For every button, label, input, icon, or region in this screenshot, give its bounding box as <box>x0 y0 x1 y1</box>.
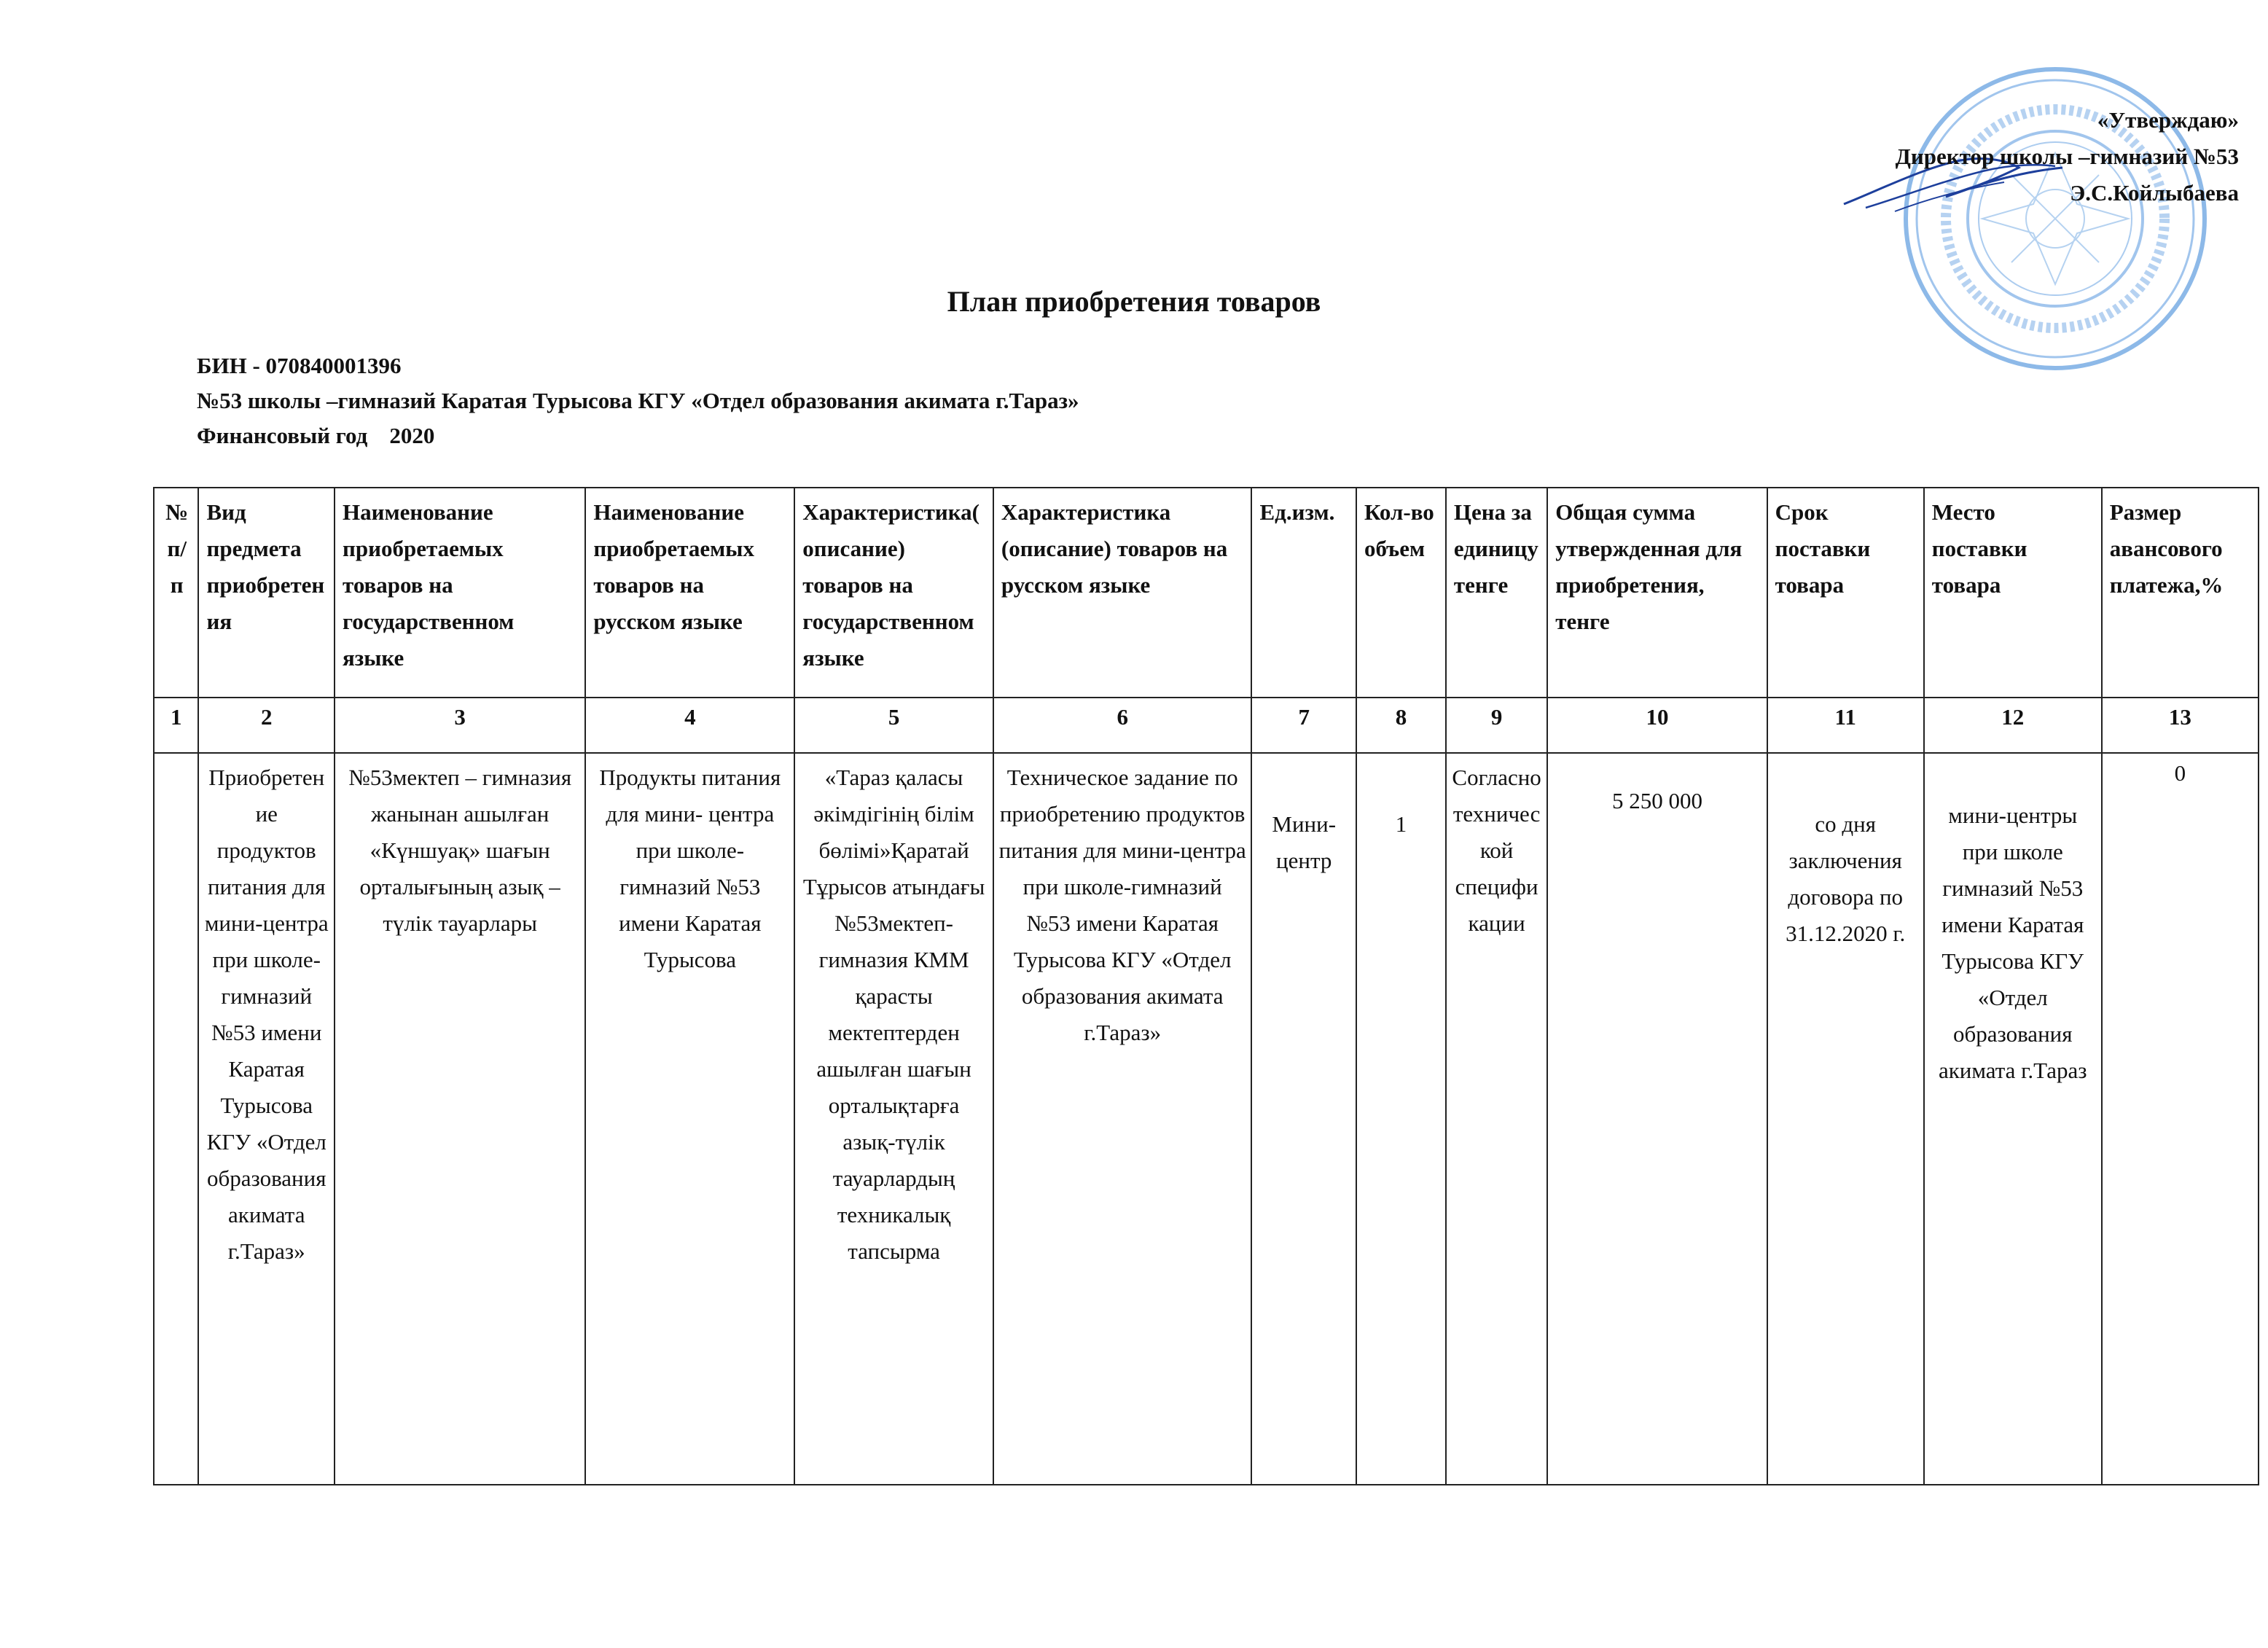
approval-heading: «Утверждаю» <box>2097 107 2239 133</box>
cell-delivery-term: со дня заключения договора по 31.12.2020 г. <box>1767 753 1924 1485</box>
table-row <box>154 753 2259 1485</box>
cell-total-sum: 5 250 000 <box>1547 753 1767 1485</box>
column-number: 13 <box>2102 698 2259 753</box>
cell-delivery-place: мини-центры при школе гимназий №53 имени Каратая Турысова КГУ «Отдел образования акимата г.Тараз <box>1924 753 2102 1485</box>
cell-description-ru: Техническое задание по приобретению продуктов питания для мини-центра при школе-гимназий №53 имени Каратая Турысова КГУ «Отдел образования акимата г.Тараз» <box>993 753 1252 1485</box>
approval-signatory: Э.С.Койлыбаева <box>2070 180 2239 206</box>
column-header: Наименование приобретаемых товаров на государственном языке <box>335 488 585 698</box>
column-header: Место поставки товара <box>1924 488 2102 698</box>
fiscal-year-value: 2020 <box>389 423 435 448</box>
cell-name-ru: Продукты питания для мини- центра при школе-гимназий №53 имени Каратая Турысова <box>585 753 794 1485</box>
cell-unit: Мини-центр <box>1251 753 1356 1485</box>
organization-line: №53 школы –гимназий Каратая Турысова КГУ «Отдел образования акимата г.Тараз» <box>197 388 1079 413</box>
column-number: 9 <box>1446 698 1547 753</box>
column-header: Наименование приобретаемых товаров на русском языке <box>585 488 794 698</box>
fiscal-year-line <box>197 418 1079 453</box>
approval-position: Директор школы –гимназий №53 <box>1895 144 2239 169</box>
column-header: № п/п <box>154 488 198 698</box>
table-header-row <box>154 488 2259 698</box>
page-title: План приобретения товаров <box>947 285 1321 318</box>
column-header: Кол-во объем <box>1356 488 1446 698</box>
column-number: 6 <box>993 698 1252 753</box>
cell-advance-payment: 0 <box>2102 753 2259 1485</box>
cell-quantity: 1 <box>1356 753 1446 1485</box>
approval-block <box>1896 102 2239 211</box>
purchase-plan-table <box>153 487 2259 1485</box>
cell-number <box>154 753 198 1485</box>
column-number: 12 <box>1924 698 2102 753</box>
column-number: 5 <box>794 698 993 753</box>
column-number: 8 <box>1356 698 1446 753</box>
column-number: 2 <box>198 698 335 753</box>
column-number: 10 <box>1547 698 1767 753</box>
column-header: Ед.изм. <box>1251 488 1356 698</box>
column-number: 4 <box>585 698 794 753</box>
column-header: Характеристика (описание) товаров на русском языке <box>993 488 1252 698</box>
column-number: 11 <box>1767 698 1924 753</box>
column-header: Срок поставки товара <box>1767 488 1924 698</box>
fiscal-year-label: Финансовый год <box>197 423 368 448</box>
cell-name-kz: №53мектеп – гимназия жанынан ашылған «Күншуақ» шағын орталығының азық –түлік тауарлары <box>335 753 585 1485</box>
document-header <box>197 348 1079 453</box>
column-header: Характеристика(описание) товаров на государственном языке <box>794 488 993 698</box>
column-header: Размер авансового платежа,% <box>2102 488 2259 698</box>
column-header: Вид предмета приобретения <box>198 488 335 698</box>
column-number: 7 <box>1251 698 1356 753</box>
column-number: 1 <box>154 698 198 753</box>
cell-description-kz: «Тараз қаласы әкімдігінің білім бөлімі»Қаратай Тұрысов атындағы №53мектеп-гимназия КММ қарасты мектептерден ашылған шағын орталықтарға азық-түлік тауарлардың техникалық тапсырма <box>794 753 993 1485</box>
cell-type: Приобретение продуктов питания для мини-центра при школе-гимназий №53 имени Каратая Турысова КГУ «Отдел образования акимата г.Тараз» <box>198 753 335 1485</box>
column-header: Общая сумма утвержденная для приобретения, тенге <box>1547 488 1767 698</box>
column-header: Цена за единицу тенге <box>1446 488 1547 698</box>
column-number: 3 <box>335 698 585 753</box>
cell-price: Согласно технической спецификации <box>1446 753 1547 1485</box>
bin-line: БИН - 070840001396 <box>197 353 402 378</box>
column-number-row <box>154 698 2259 753</box>
